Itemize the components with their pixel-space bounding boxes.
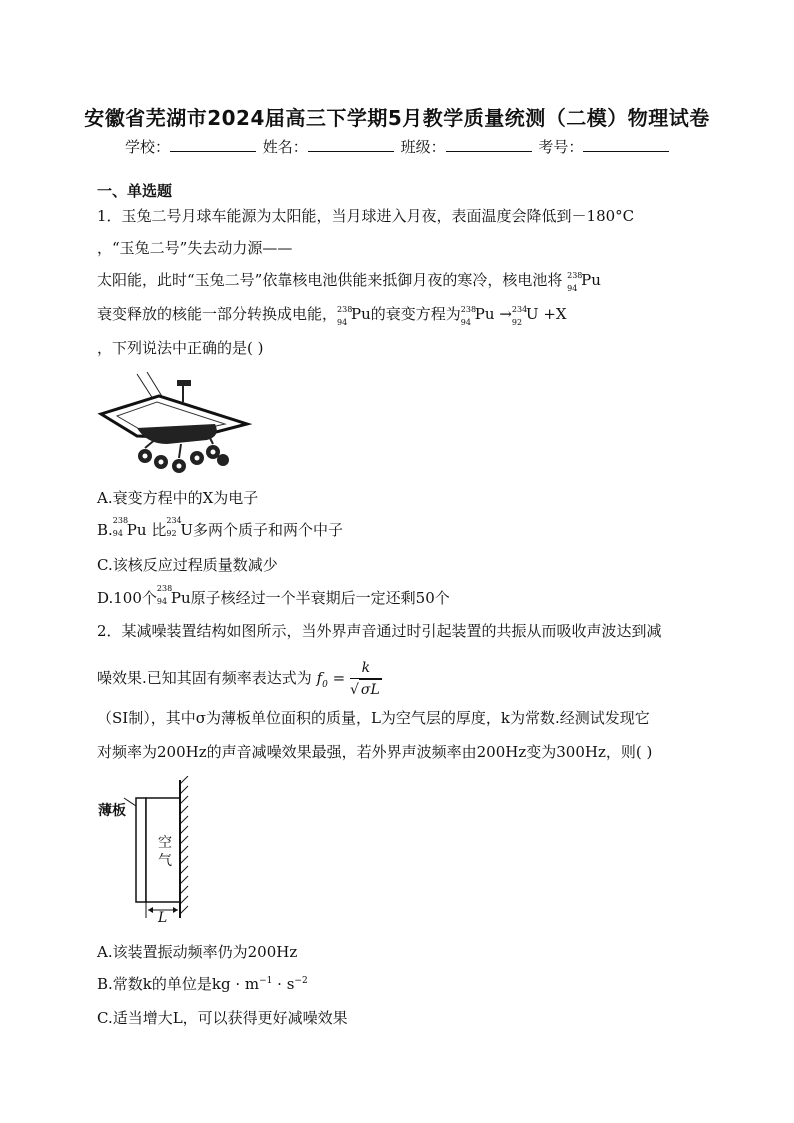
q2-option-c[interactable]: C.适当增大L，可以获得更好减噪效果 bbox=[97, 1009, 348, 1027]
nuclide-u: 234 92 bbox=[166, 516, 182, 538]
nuclide-pu: 238 94 bbox=[567, 271, 583, 293]
q1-line2: ，“玉兔二号”失去动力源—— bbox=[97, 239, 293, 257]
formula-fraction: $\frac{k}{√ \sigma L}$ bbox=[350, 660, 380, 698]
q2-line1: 2．某减噪装置结构如图所示，当外界声音通过时引起装置的共振从而吸收声波达到减 bbox=[97, 622, 662, 640]
nuclide-u: 234 92 bbox=[511, 305, 528, 327]
q1-line3 bbox=[97, 270, 601, 293]
q1-line4: 衰变释放的核能一部分转换成电能， 238 94 Pu的衰变方程为 238 94 Pu → 234 92 U +X bbox=[97, 305, 567, 327]
q2-line3: （SI制），其中σ为薄板单位面积的质量，L为空气层的厚度，k为常数.经测试发现它 bbox=[97, 709, 650, 727]
q1-option-d[interactable]: D.100个 238 94 Pu原子核经过一个半衰期后一定还剩50个 bbox=[97, 584, 450, 607]
rover-camera bbox=[177, 380, 191, 386]
dimension-arrow-right bbox=[173, 907, 178, 913]
pu-symbol: Pu bbox=[581, 271, 601, 289]
nuclide-pu: 238 94 bbox=[460, 305, 477, 327]
formula-f0: $f_0$ bbox=[316, 669, 328, 690]
nuclide-pu: 238 94 bbox=[337, 305, 353, 327]
q1-option-c[interactable]: C.该核反应过程质量数减少 bbox=[97, 556, 278, 574]
name-label: 姓名： bbox=[262, 138, 308, 156]
q1-option-b[interactable]: B. 238 94 Pu 比 234 92 U多两个质子和两个中子 bbox=[97, 516, 344, 539]
exam-number-blank[interactable] bbox=[583, 137, 669, 152]
q2-option-b[interactable]: B.常数k的单位是kg · $m^{-1} \cdot s^{-2}$ bbox=[97, 975, 308, 993]
q2-option-a[interactable]: A.该装置振动频率仍为200Hz bbox=[97, 943, 298, 961]
dimension-arrow-left bbox=[148, 907, 153, 913]
q1-line5: ，下列说法中正确的是( ) bbox=[97, 339, 264, 357]
student-info-line bbox=[125, 136, 671, 157]
q1-line1: 1．玉兔二号月球车能源为太阳能，当月球进入月夜，表面温度会降低到－180°C bbox=[97, 207, 635, 225]
plate-pointer bbox=[124, 798, 136, 806]
section-heading: 一、单选题 bbox=[97, 182, 173, 200]
q2-line4: 对频率为200Hz的声音减噪效果最强，若外界声波频率由200Hz变为300Hz，则( ) bbox=[97, 743, 653, 761]
q1-option-a[interactable]: A.衰变方程中的X为电子 bbox=[97, 489, 259, 507]
class-blank[interactable] bbox=[446, 137, 532, 152]
class-label: 班级： bbox=[400, 138, 446, 156]
thin-plate bbox=[136, 798, 146, 902]
arrow-symbol: → bbox=[499, 305, 512, 323]
nuclide-pu: 238 94 bbox=[112, 516, 129, 538]
fig-label-air-2: 气 bbox=[158, 853, 172, 869]
page-title: 安徽省芜湖市2024届高三下学期5月教学质量统测（二模）物理试卷 bbox=[84, 106, 710, 130]
wall-hatching bbox=[180, 776, 188, 914]
school-label: 学校： bbox=[125, 138, 171, 156]
fig-label-plate: 薄板 bbox=[98, 803, 126, 819]
q1-line3-text: 太阳能，此时“玉兔二号”依靠核电池供能来抵御月夜的寒冷，核电池将 bbox=[97, 271, 563, 289]
rover-wheel bbox=[217, 454, 229, 466]
q2-line2: 噪效果.已知其固有频率表达式为 $f_0$ = $\frac{k}{√ \sigma L}$ bbox=[97, 660, 380, 698]
name-blank[interactable] bbox=[308, 137, 394, 152]
noise-reduction-figure bbox=[96, 776, 206, 926]
fig-label-L: L bbox=[158, 910, 168, 926]
nuclide-pu: 238 94 bbox=[156, 584, 173, 606]
exam-number-label: 考号： bbox=[538, 138, 584, 156]
school-blank[interactable] bbox=[170, 137, 256, 152]
fig-label-air-1: 空 bbox=[158, 835, 172, 851]
q1-line4-text: 衰变释放的核能一部分转换成电能， bbox=[97, 305, 338, 323]
lunar-rover-figure bbox=[97, 372, 252, 474]
